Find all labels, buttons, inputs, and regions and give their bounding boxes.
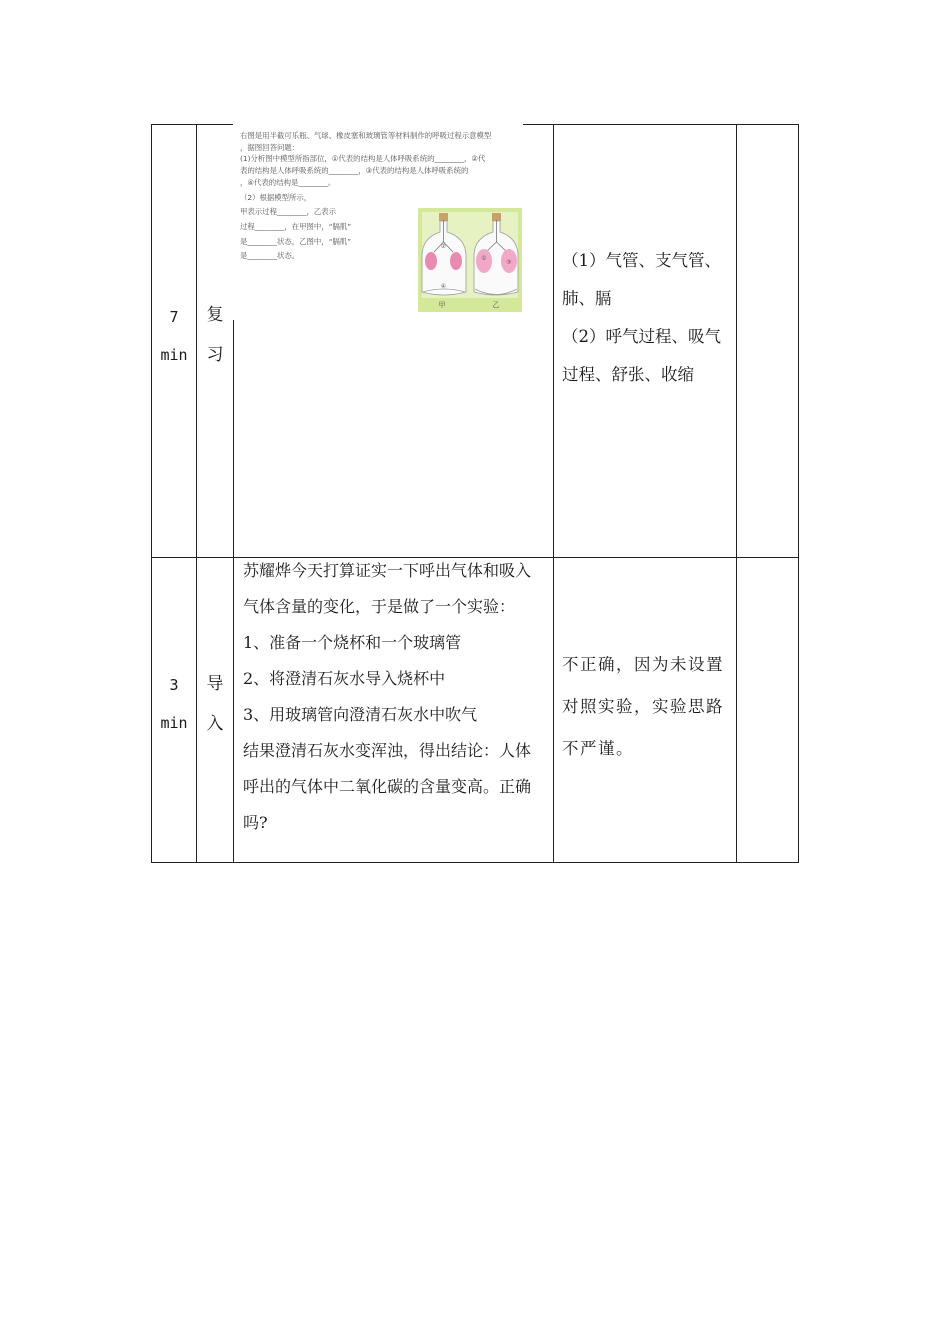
marker-label: ③ [506, 259, 512, 266]
breathing-model-figure [418, 208, 522, 312]
time-value: 7 [169, 308, 179, 326]
question-image [233, 124, 523, 320]
row-2-time [152, 666, 196, 742]
answer-line: 肺、膈 [562, 289, 612, 308]
column-divider-1 [196, 124, 197, 863]
row-1-time [152, 298, 196, 374]
time-unit: min [160, 346, 188, 364]
lung-balloon-icon [425, 252, 437, 270]
question-line: (1)分析图中模型所指部位，①代表的结构是人体呼吸系统的________，②代 [240, 154, 486, 164]
content-line: 结果澄清石灰水变浑浊，得出结论：人体 [243, 741, 532, 760]
content-line: 1、准备一个烧杯和一个玻璃管 [243, 633, 462, 652]
stage-char: 习 [206, 345, 224, 365]
stage-char: 复 [206, 305, 224, 325]
answer-line: 不严谨。 [562, 739, 634, 758]
question-line: 过程________，在甲图中，“膈肌” [240, 221, 352, 231]
question-line: 甲表示过程________，乙表示 [240, 207, 337, 217]
marker-label: ② [440, 243, 447, 250]
question-line: （2）根据模型所示， [240, 192, 312, 202]
stage-char: 导 [206, 674, 224, 694]
answer-line: （1）气管、支气管、 [562, 251, 721, 270]
row-1-stage [197, 295, 233, 375]
cork-icon [492, 213, 501, 221]
row-2-answer [562, 644, 724, 770]
row-2-content [243, 553, 531, 841]
question-line: ，④代表的结构是________。 [240, 177, 336, 187]
answer-line: （2）呼气过程、吸气 [562, 327, 721, 346]
table-border-left [151, 124, 152, 863]
cork-icon [439, 213, 448, 221]
question-line: 表的结构是人体呼吸系统的________，③代表的结构是人体呼吸系统的 [240, 166, 469, 176]
stage-char: 入 [206, 714, 224, 734]
table-border-bottom [151, 862, 799, 863]
question-line: 右图是用半截可乐瓶、气球、橡皮塞和玻璃管等材料制作的呼吸过程示意模型 [240, 131, 492, 140]
content-line: 苏耀烨今天打算证实一下呼出气体和吸入 [243, 561, 532, 580]
answer-line: 对照实验，实验思路 [562, 697, 724, 716]
answer-line: 不正确，因为未设置 [562, 655, 724, 674]
row-2-stage [197, 664, 233, 744]
question-line: ，据图回答问题： [240, 142, 300, 152]
time-value: 3 [169, 676, 179, 694]
column-divider-3 [553, 124, 554, 863]
content-line: 吗? [243, 813, 268, 832]
content-line: 呼出的气体中二氧化碳的含量变高。正确 [243, 777, 532, 796]
answer-line: 过程、舒张、收缩 [562, 365, 694, 384]
marker-label: ① [481, 255, 487, 262]
time-unit: min [160, 714, 188, 732]
content-line: 气体含量的变化，于是做了一个实验： [243, 597, 516, 616]
question-line: 是________状态。 [240, 251, 300, 261]
content-line: 2、将澄清石灰水导入烧杯中 [243, 669, 446, 688]
content-line: 3、用玻璃管向澄清石灰水中吹气 [243, 705, 478, 724]
table-border-right [798, 124, 799, 863]
marker-label: ④ [440, 283, 447, 290]
column-divider-4 [736, 124, 737, 863]
row-1-answer [562, 242, 721, 394]
lung-balloon-icon [450, 252, 462, 270]
figure-label-yi: 乙 [492, 301, 500, 309]
figure-label-jia: 甲 [438, 301, 446, 309]
question-line: 是________状态，乙图中，“膈肌” [240, 236, 352, 246]
